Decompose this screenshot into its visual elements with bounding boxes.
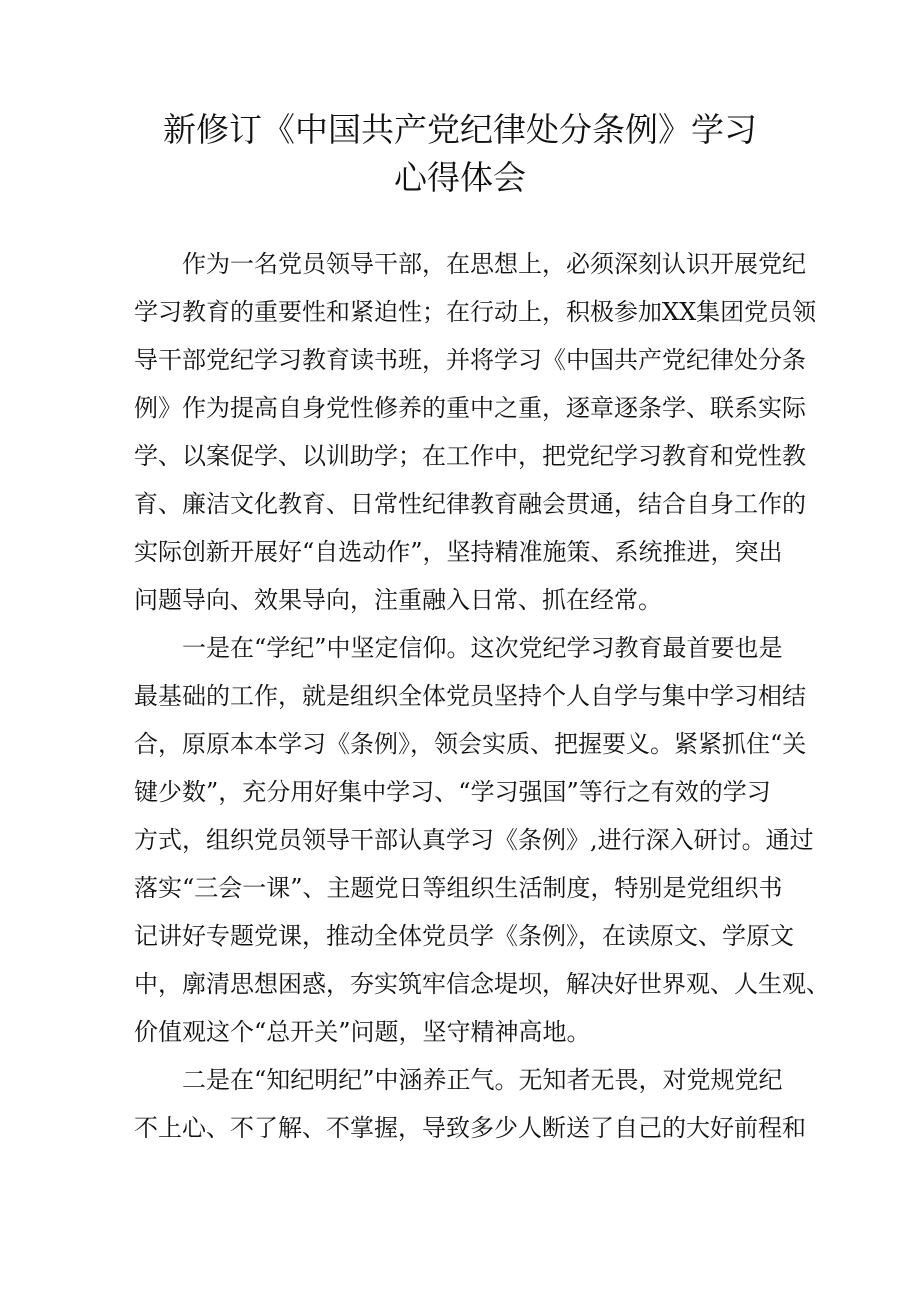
title-line-2: 心得体会 [394, 158, 526, 197]
text-line: 落实“三会一课”、主题党日等组织生活制度，特别是党组织书 [134, 874, 783, 902]
text-line: 价值观这个“总开关”问题，坚守精神高地。 [134, 1018, 591, 1046]
paragraph-intro [134, 240, 817, 624]
document-title [0, 106, 920, 202]
text-line: 学、以案促学、以训助学；在工作中，把党纪学习教育和党性教 [134, 442, 806, 470]
text-line: 育、廉洁文化教育、日常性纪律教育融会贯通，结合自身工作的 [134, 490, 806, 518]
document-body [134, 240, 830, 1152]
text-line: 不上心、不了解、不掌握，导致多少人断送了自己的大好前程和 [134, 1114, 806, 1142]
text-line: 导干部党纪学习教育读书班，并将学习《中国共产党纪律处分条 [134, 346, 806, 374]
text-line: 记讲好专题党课，推动全体党员学《条例》，在读原文、学原文 [134, 922, 794, 950]
title-line-1: 新修订《中国共产党纪律处分条例》学习 [163, 110, 757, 149]
paragraph-point-one [134, 624, 830, 1056]
text-line: 二是在“知纪明纪”中涵养正气。无知者无畏，对党规党纪 [182, 1066, 783, 1094]
text-line: 方式，组织党员领导干部认真学习《条例》,进行深入研讨。通过 [134, 826, 814, 854]
text-line: 实际创新开展好“自选动作”，坚持精准施策、系统推进，突出 [134, 538, 783, 566]
paragraph-point-two [134, 1056, 806, 1152]
text-line: 学习教育的重要性和紧迫性；在行动上，积极参加XX集团党员领 [134, 298, 817, 326]
text-line: 例》作为提高自身党性修养的重中之重，逐章逐条学、联系实际 [134, 394, 806, 422]
text-line: 作为一名党员领导干部，在思想上，必须深刻认识开展党纪 [182, 250, 806, 278]
text-line: 键少数”，充分用好集中学习、“学习强国”等行之有效的学习 [134, 778, 771, 806]
text-line: 合，原原本本学习《条例》，领会实质、把握要义。紧紧抓住“关 [134, 730, 807, 758]
text-line: 最基础的工作，就是组织全体党员坚持个人自学与集中学习相结 [134, 682, 806, 710]
text-line: 中，廓清思想困惑，夯实筑牢信念堤坝，解决好世界观、人生观、 [134, 970, 830, 998]
text-line: 一是在“学纪”中坚定信仰。这次党纪学习教育最首要也是 [182, 634, 783, 662]
text-line: 问题导向、效果导向，注重融入日常、抓在经常。 [134, 586, 662, 614]
